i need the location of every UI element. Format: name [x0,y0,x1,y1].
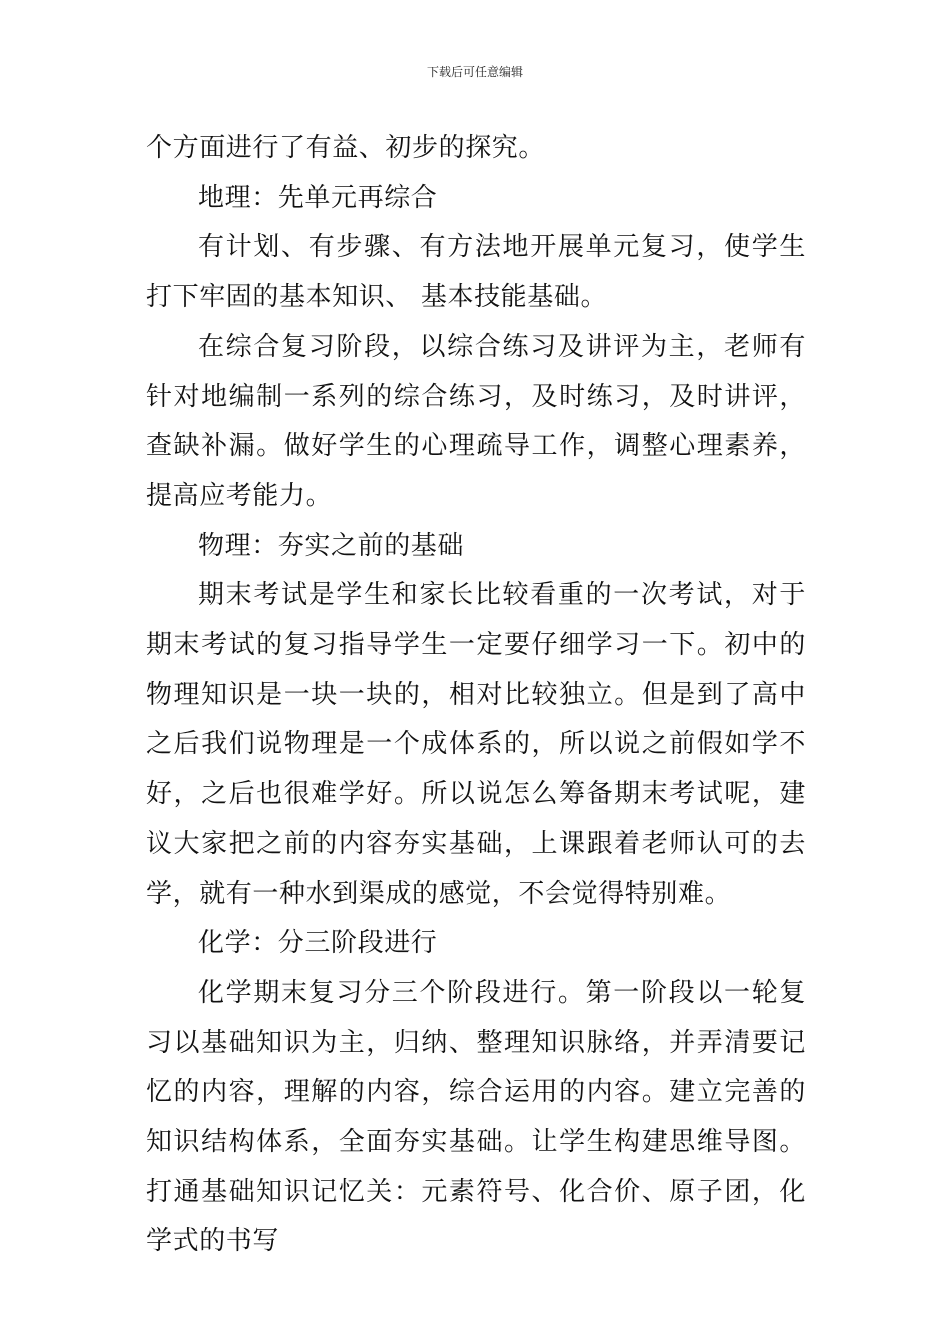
heading-geography: 地理：先单元再综合 [198,182,438,213]
paragraph-chemistry: 化学期末复习分三个阶段进行。第一阶段以一轮复习以基础知识为主，归纳、整理知识脉络，并弄清要记忆的内容，理解的内容，综合运用的内容。建立完善的知识结构体系，全面夯实基础。让学生构建思维导图。打通基础知识记忆关：元素符号、化合价、原子团，化学式的书写 [146,977,806,1257]
page-header: 下载后可任意编辑 [426,65,523,79]
heading-chemistry: 化学：分三阶段进行 [198,928,438,959]
document-body [146,124,806,1267]
heading-physics: 物理：夯实之前的基础 [198,530,465,561]
paragraph-geography-unit-review: 有计划、有步骤、有方法地开展单元复习，使学生打下牢固的基本知识、 基本技能基础。 [146,232,806,313]
paragraph-continuation: 个方面进行了有益、初步的探究。 [146,133,546,163]
paragraph-physics: 期末考试是学生和家长比较看重的一次考试，对于期末考试的复习指导学生一定要仔细学习一下。初中的物理知识是一块一块的，相对比较独立。但是到了高中之后我们说物理是一个成体系的，所以说之前假如学不好，之后也很难学好。所以说怎么筹备期末考试呢，建议大家把之前的内容夯实基础，上课跟着老师认可的去学，就有一种水到渠成的感觉，不会觉得特别难。 [146,580,806,909]
paragraph-geography-comprehensive-review: 在综合复习阶段，以综合练习及讲评为主，老师有针对地编制一系列的综合练习，及时练习，及时讲评，查缺补漏。做好学生的心理疏导工作，调整心理素养，提高应考能力。 [146,331,806,511]
